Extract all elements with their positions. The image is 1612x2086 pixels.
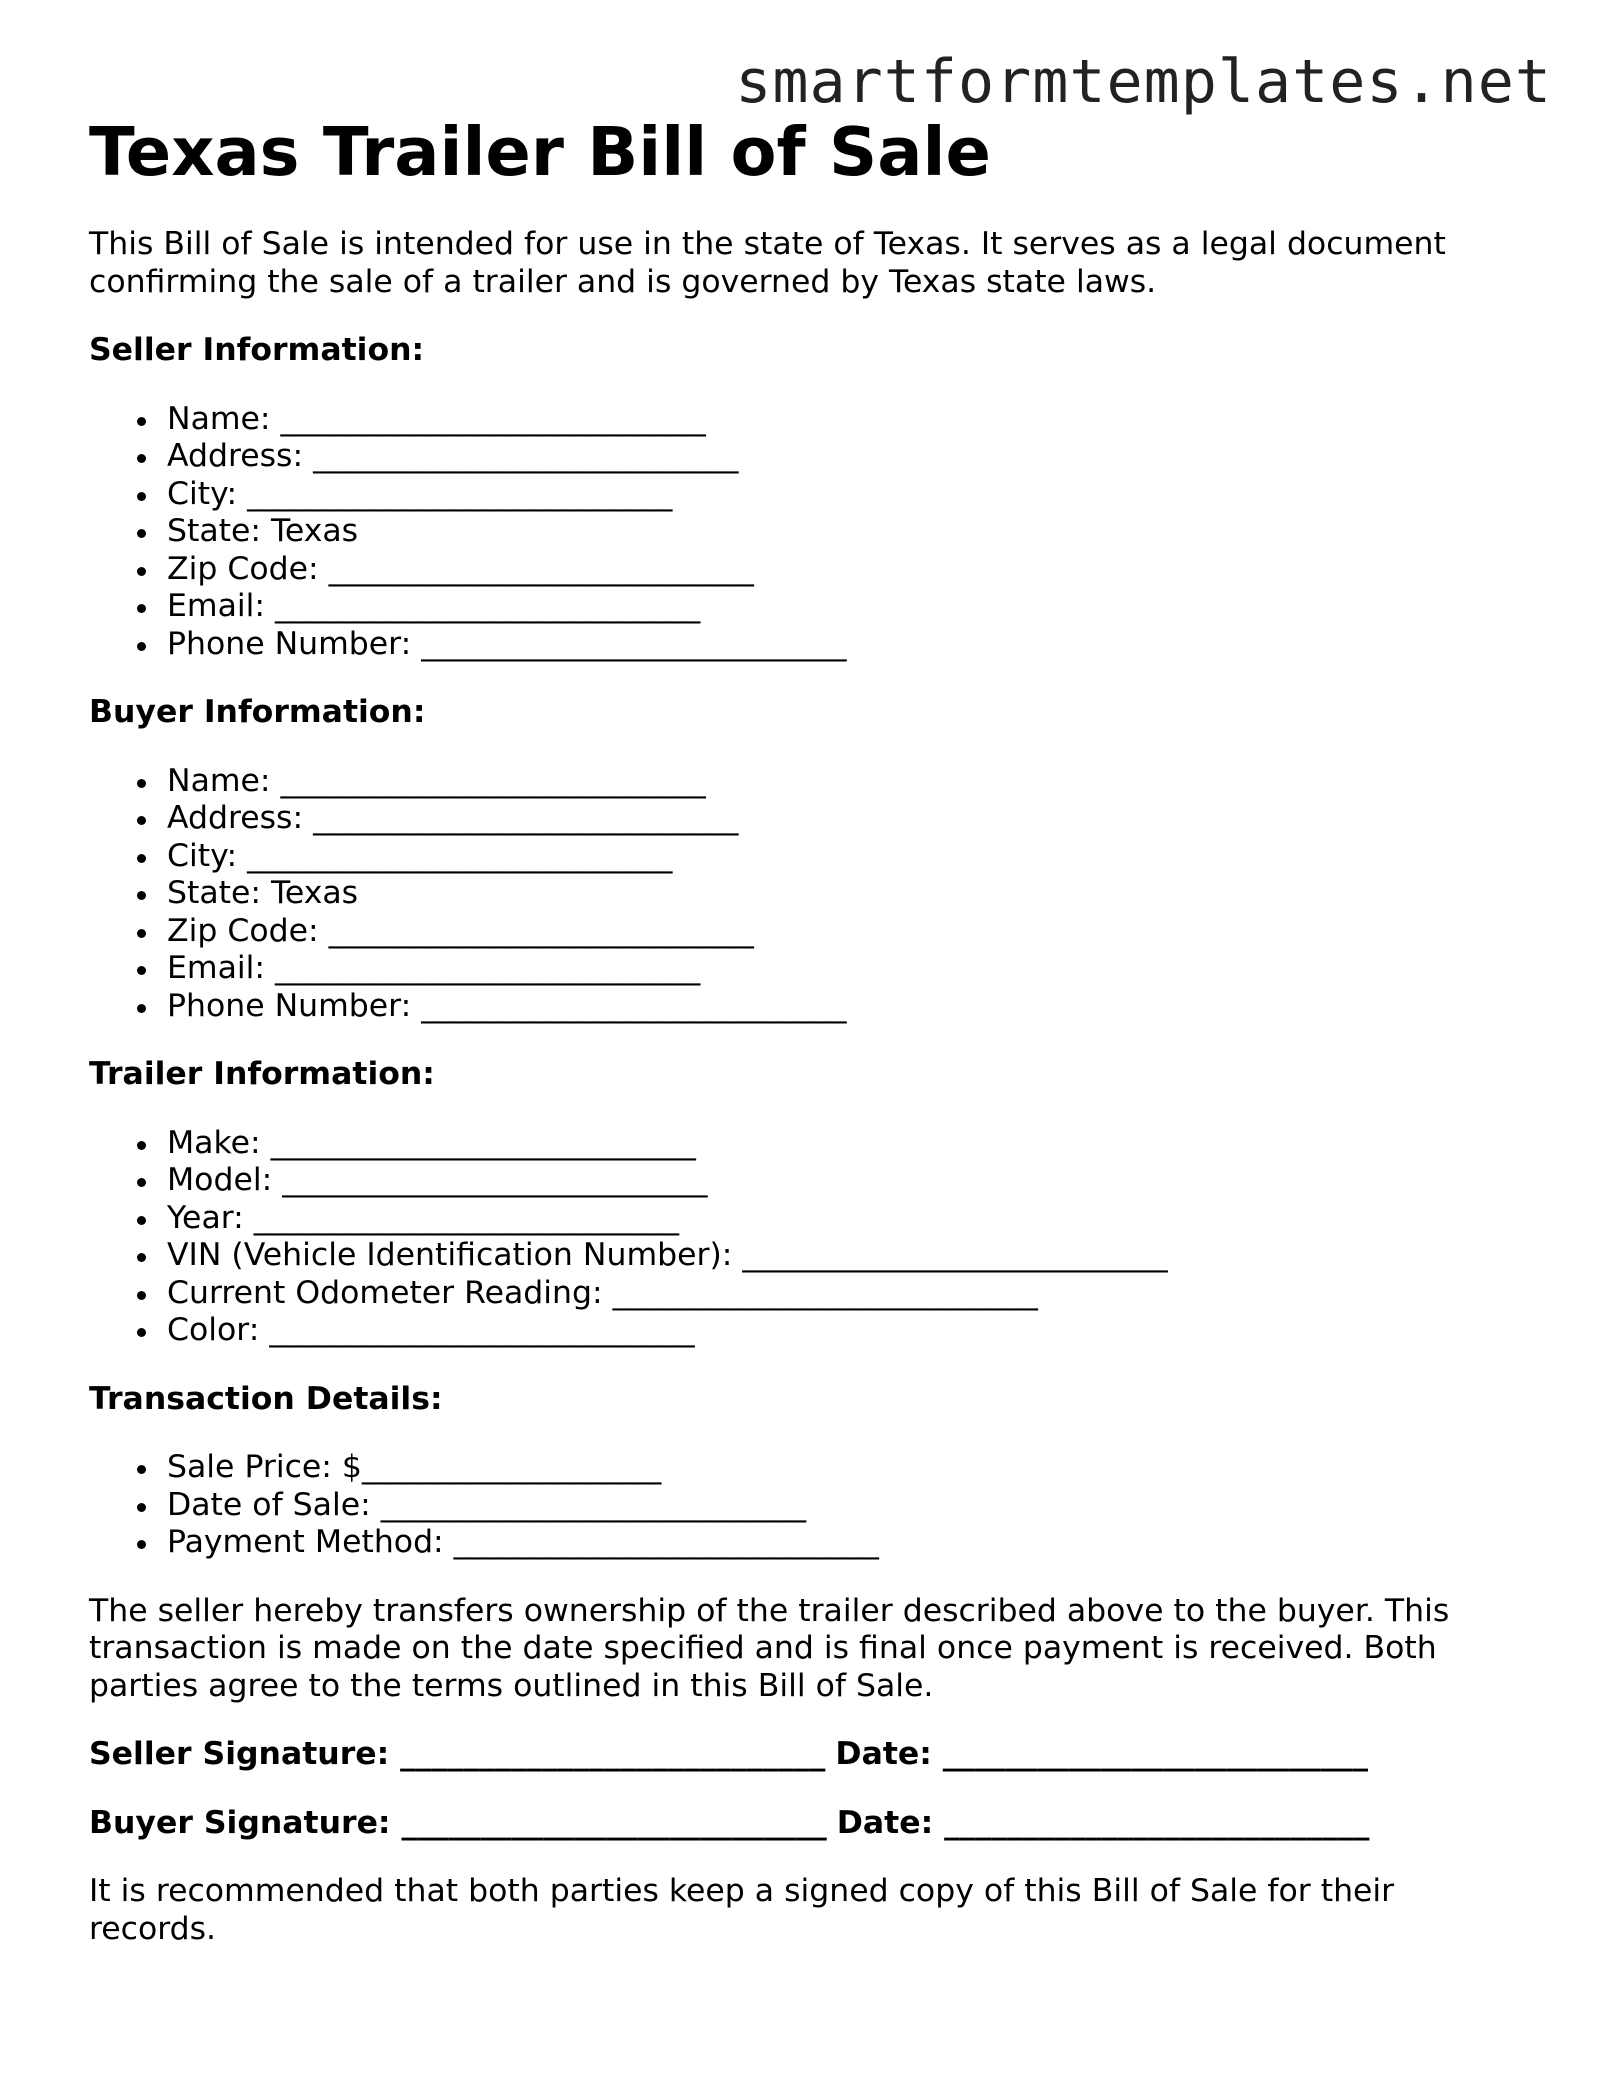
transaction-list xyxy=(89,1449,1529,1562)
buyer-signature-field[interactable]: Buyer Signature: ___________________________ xyxy=(89,1804,827,1841)
trailer-odometer-field[interactable]: Current Odometer Reading: ___________________________ xyxy=(167,1275,1529,1313)
buyer-zip-field[interactable]: Zip Code: ___________________________ xyxy=(167,913,1529,951)
buyer-email-field[interactable]: Email: ___________________________ xyxy=(167,950,1529,988)
trailer-heading: Trailer Information: xyxy=(89,1056,435,1092)
buyer-state-field: State: Texas xyxy=(167,875,1529,913)
buyer-heading: Buyer Information: xyxy=(89,694,426,730)
seller-list xyxy=(89,401,1529,664)
transfer-statement: The seller hereby transfers ownership of the trailer described above to the buyer. This transaction is made on the date specified and is final once payment is received. Both parties agree to the terms outlined in this Bill of Sale. xyxy=(89,1592,1450,1704)
buyer-date-field[interactable]: Date: ___________________________ xyxy=(836,1804,1370,1841)
intro-paragraph: This Bill of Sale is intended for use in the state of Texas. It serves as a legal document confirming the sale of a trailer and is governed by Texas state laws. xyxy=(89,226,1446,300)
buyer-name-field[interactable]: Name: ___________________________ xyxy=(167,763,1529,801)
seller-city-field[interactable]: City: ___________________________ xyxy=(167,476,1529,514)
payment-method-field[interactable]: Payment Method: ___________________________ xyxy=(167,1524,1529,1562)
seller-name-field[interactable]: Name: ___________________________ xyxy=(167,401,1529,439)
seller-phone-field[interactable]: Phone Number: ___________________________ xyxy=(167,626,1529,664)
buyer-signature-row xyxy=(89,1805,1529,1843)
seller-zip-field[interactable]: Zip Code: ___________________________ xyxy=(167,551,1529,589)
sale-date-field[interactable]: Date of Sale: ___________________________ xyxy=(167,1487,1529,1525)
buyer-address-field[interactable]: Address: ___________________________ xyxy=(167,800,1529,838)
trailer-model-field[interactable]: Model: ___________________________ xyxy=(167,1162,1529,1200)
buyer-list xyxy=(89,763,1529,1026)
sale-price-field[interactable]: Sale Price: $___________________ xyxy=(167,1449,1529,1487)
closing-note: It is recommended that both parties keep a signed copy of this Bill of Sale for their records. xyxy=(89,1873,1395,1947)
seller-signature-row xyxy=(89,1736,1529,1774)
document-body xyxy=(89,112,1529,1948)
seller-heading: Seller Information: xyxy=(89,332,425,368)
trailer-list xyxy=(89,1125,1529,1350)
site-watermark: smartformtemplates.net xyxy=(735,47,1552,117)
trailer-color-field[interactable]: Color: ___________________________ xyxy=(167,1312,1529,1350)
trailer-vin-field[interactable]: VIN (Vehicle Identification Number): ___________________________ xyxy=(167,1237,1529,1275)
trailer-year-field[interactable]: Year: ___________________________ xyxy=(167,1200,1529,1238)
buyer-city-field[interactable]: City: ___________________________ xyxy=(167,838,1529,876)
seller-address-field[interactable]: Address: ___________________________ xyxy=(167,438,1529,476)
seller-date-field[interactable]: Date: ___________________________ xyxy=(835,1736,1369,1772)
seller-signature-field[interactable]: Seller Signature: ___________________________ xyxy=(89,1736,826,1772)
trailer-make-field[interactable]: Make: ___________________________ xyxy=(167,1125,1529,1163)
transaction-heading: Transaction Details: xyxy=(89,1380,443,1417)
page-title: Texas Trailer Bill of Sale xyxy=(89,113,991,191)
seller-state-field: State: Texas xyxy=(167,513,1529,551)
seller-email-field[interactable]: Email: ___________________________ xyxy=(167,588,1529,626)
buyer-phone-field[interactable]: Phone Number: ___________________________ xyxy=(167,988,1529,1026)
